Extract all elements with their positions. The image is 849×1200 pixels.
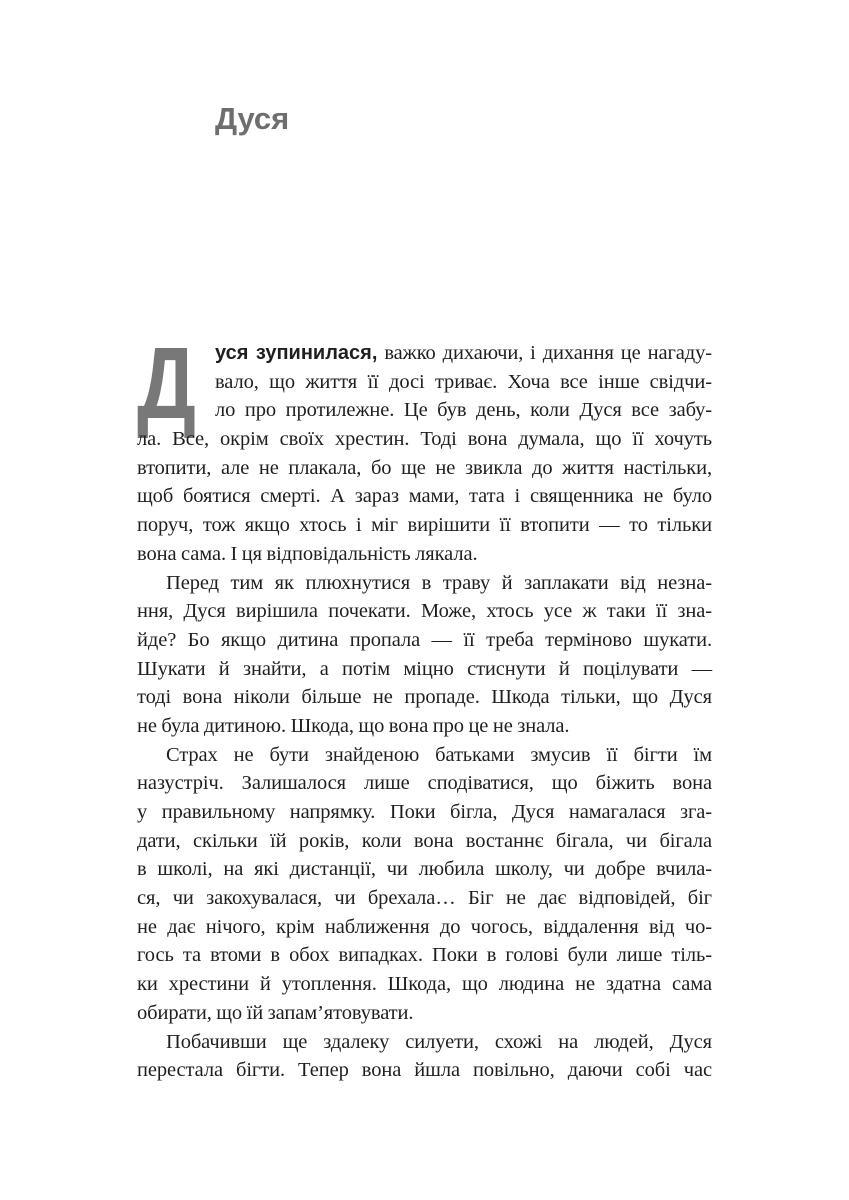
text-line: ння, Дуся вирішила почекати. Може, хтось усе ж таки її зна- [137,600,712,623]
text-line: обирати, що їй запам’ятовувати. [137,1001,414,1024]
text-line: ки хрестини й утоплення. Шкода, що людина не здатна сама [137,973,712,996]
text-line: ло про протилежне. Це був день, коли Дуся все забу- [215,399,712,422]
text-line: щоб боятися смерті. А зараз мами, тата і священника не було [137,485,712,508]
text-line: Побачивши ще здалеку силуети, схожі на людей, Дуся [166,1030,712,1053]
chapter-title: Дуся [215,101,290,136]
drop-cap-letter: Д [137,328,197,440]
text-line: перестала бігти. Тепер вона йшла повільно, даючи собі час [137,1059,712,1082]
text-line: втопити, але не плакала, бо ще не звикла до життя настільки, [137,456,712,479]
text-line: Страх не бути знайденою батьками змусив її бігти їм [166,743,712,766]
text-line: Перед тим як плюхнутися в траву й заплакати від незна- [166,571,712,594]
text-line: уся зупинилася, важко дихаючи, і дихання це нагаду- [215,342,713,364]
text-line: дати, скільки їй років, коли вона востаннє бігала, чи бігала [137,829,712,852]
text-line: не була дитиною. Шкода, що вона про це не знала. [137,714,570,737]
text-line: назустріч. Залишалося лише сподіватися, що біжить вона [137,772,712,795]
paragraph-lead-bold: уся зупинилася, [215,342,378,364]
text-line: ся, чи закохувалася, чи брехала… Біг не дає відповідей, біг [137,887,712,910]
text-line: Шукати й знайти, а потім міцно стиснути й поцілувати — [137,657,712,680]
text-line: йде? Бо якщо дитина пропала — її треба терміново шукати. [137,628,712,651]
text-line: поруч, тож якщо хтось і міг вирішити її втопити — то тільки [137,514,712,537]
text-line: ла. Все, окрім своїх хрестин. Тоді вона думала, що її хочуть [137,428,712,451]
text-line: вало, що життя її досі триває. Хоча все інше свідчи- [215,370,712,393]
text-line: в школі, на які дистанції, чи любила школу, чи добре вчила- [137,858,712,881]
text-line: вона сама. І ця відповідальність лякала. [137,542,478,565]
text-block [137,328,713,1085]
text-line: тоді вона ніколи більше не пропаде. Шкода тільки, що Дуся [137,686,712,709]
text-line: гось та втоми в обох випадках. Поки в голові були лише тіль- [137,944,712,967]
text-line: у правильному напрямку. Поки бігла, Дуся намагалася зга- [137,801,712,823]
text-line: не дає нічого, крім наближення до чогось, віддалення від чо- [137,915,712,938]
